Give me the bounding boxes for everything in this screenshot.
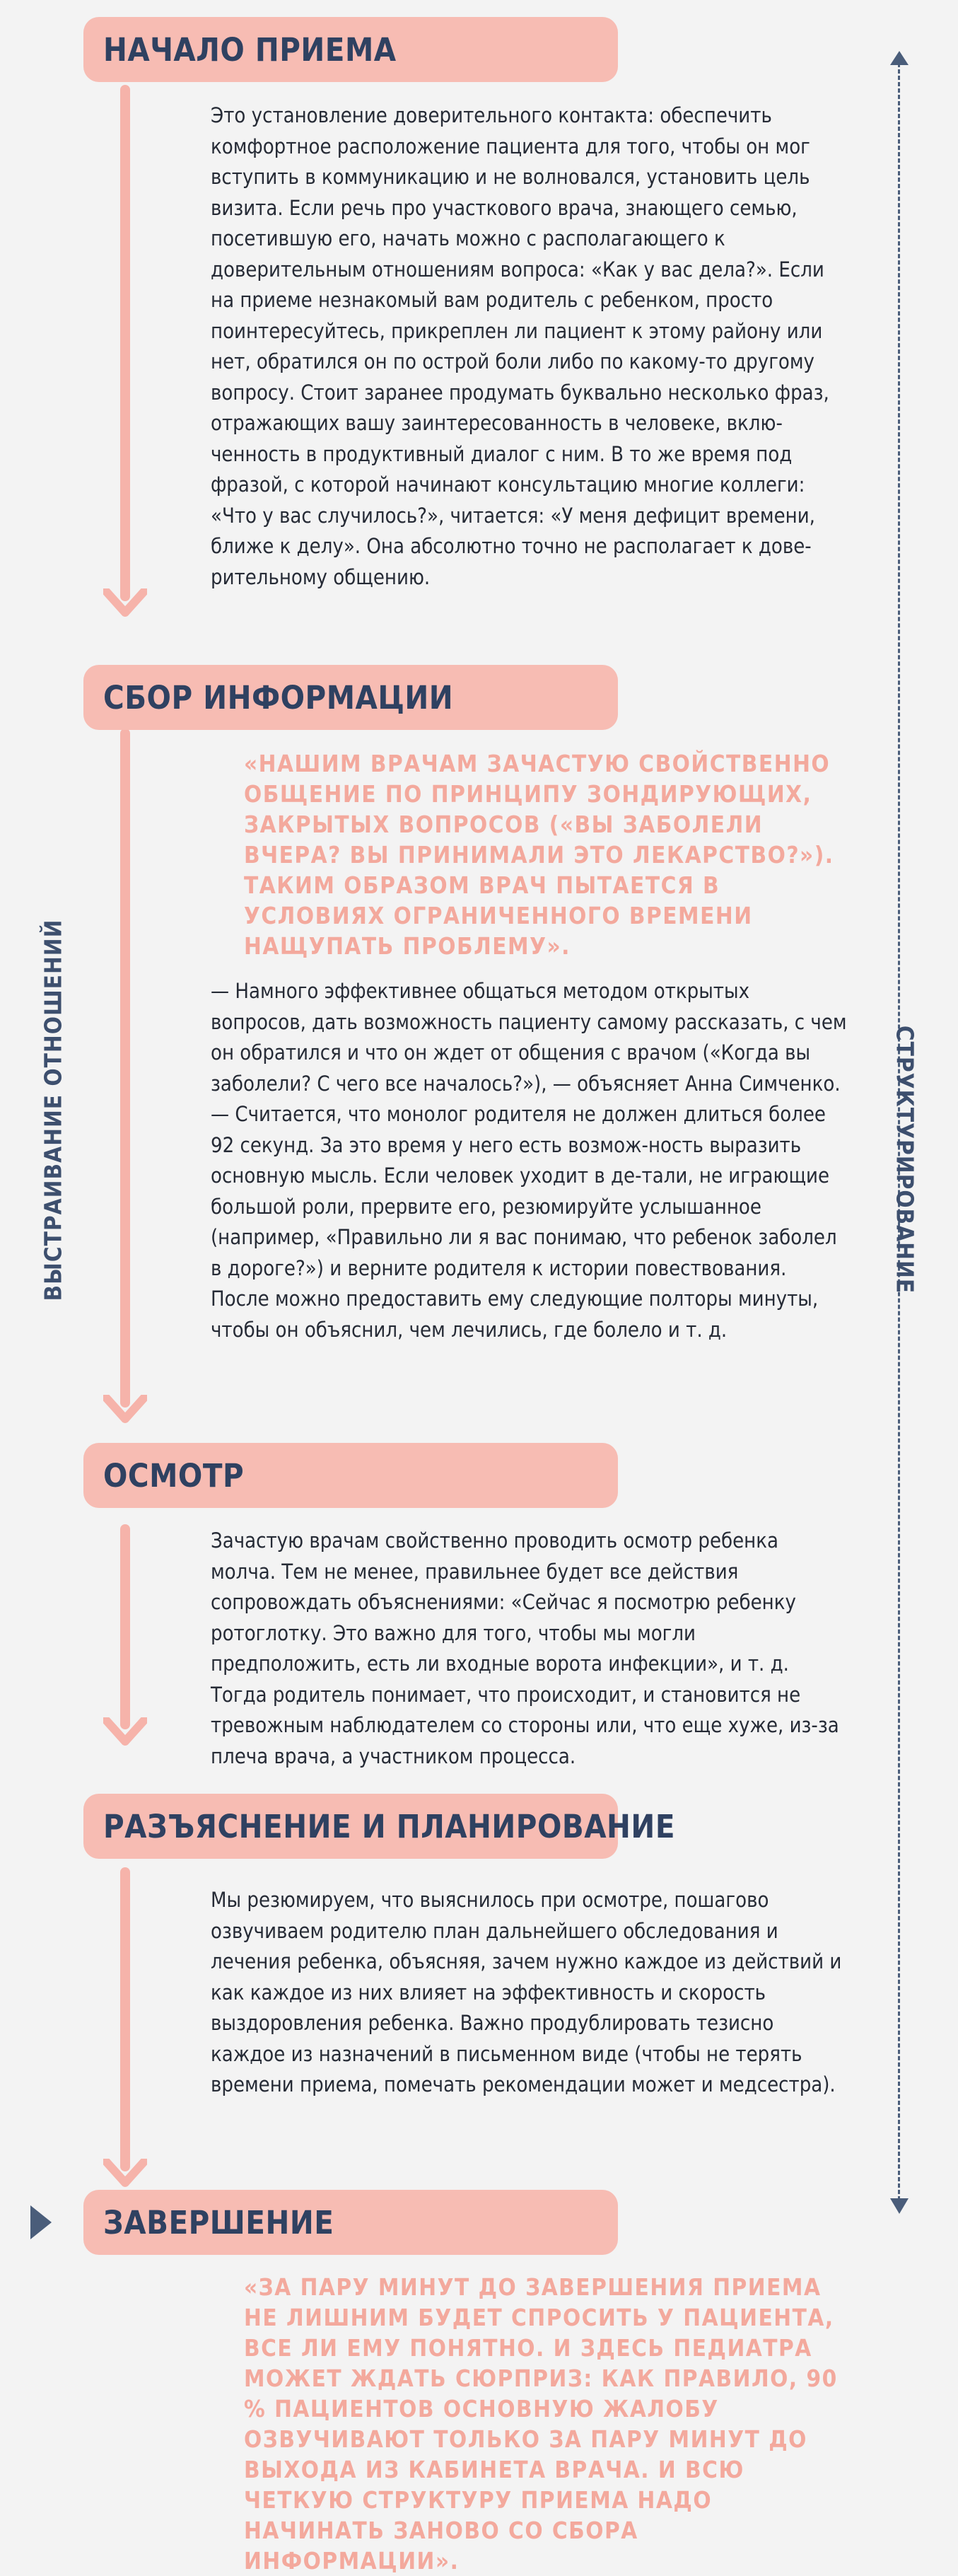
section-header-end bbox=[83, 2190, 618, 2255]
flow-arrow-down-icon bbox=[103, 2159, 147, 2187]
section-text-plan: Мы резюмируем, что выяснилось при осмотре, пошагово озвучиваем родителю план дальнейшего обследования и лечения ребенка, объясняя, зачем нужно каждое из действий и как каждое из них влияет на эффективность и скорость выздоровления ребенка. Важно продублировать тезисно каждое из назначений в письменном виде (чтобы не терять времени приема, помечать рекомендации может и медсестра). bbox=[211, 1888, 842, 2096]
pull-quote-info: «НАШИМ ВРАЧАМ ЗАЧАСТУЮ СВОЙСТВЕННО ОБЩЕНИЕ ПО ПРИНЦИПУ ЗОНДИРУЮЩИХ, ЗАКРЫТЫХ ВОПРОСОВ («ВЫ ЗАБОЛЕЛИ ВЧЕРА? ВЫ ПРИНИМАЛИ ЭТО ЛЕКАРСТВО?»). ТАКИМ ОБРАЗОМ ВРАЧ ПЫТАЕТСЯ В УСЛОВИЯХ ОГРАНИЧЕННОГО ВРЕМЕНИ НАЩУПАТЬ ПРОБЛЕМУ». bbox=[244, 750, 834, 960]
dashed-arrow-top-icon bbox=[890, 51, 909, 65]
dashed-arrow-down-icon bbox=[890, 2198, 909, 2214]
section-header-exam bbox=[83, 1443, 618, 1508]
section-header-start bbox=[83, 17, 618, 82]
section-title: СБОР ИНФОРМАЦИИ bbox=[103, 678, 454, 716]
flow-arrow-down-icon bbox=[103, 1717, 147, 1746]
section-text-info: — Намного эффективнее общаться методом открытых вопросов, дать возможность пациенту самому рассказать, с чем он обратился и что он ждет от общения с врачом («Когда вы заболели? С чего все началось?»), — объясняет Анна Симченко. — Считается, что монолог родителя не должен длиться более 92 секунд. За это время у него есть возмож-ность выразить основную мысль. Если человек уходит в де-тали, не играющие большой роли, прервите его, резюмируйте услышанное (например, «Правильно ли я вас понимаю, что ребенок заболел в дороге?») и верните родителя к истории повествования. После можно предоставить ему следующие полторы минуты, чтобы он объяснил, чем лечились, где болело и т. д. bbox=[211, 979, 847, 1342]
bullet-triangle-icon bbox=[30, 2205, 52, 2239]
side-label-relationship: ВЫСТРАИВАНИЕ ОТНОШЕНИЙ bbox=[39, 919, 67, 1301]
side-label-structuring: СТРУКТУРИРОВАНИЕ bbox=[891, 1025, 919, 1294]
section-title: РАЗЪЯСНЕНИЕ И ПЛАНИРОВАНИЕ bbox=[103, 1807, 675, 1845]
section-text-start: Это установление доверительного контакта: обеспечить комфортное расположение пациента для того, чтобы он мог вступить в коммуникацию и не волновался, установить цель визита. Если речь про участкового врача, знающего семью, посетившую его, начать можно с располагающего к доверительным отношениям вопроса: «Как у вас дела?». Если на приеме незнакомый вам родитель с ребенком, просто поинтересуйтесь, прикреплен ли пациент к этому району или нет, обратился он по острой боли либо по какому-то другому вопросу. Стоит заранее продумать буквально несколько фраз, отражающих вашу заинтересованность в человеке, вклю-ченность в продуктивный диалог с ним. В то же время под фразой, с которой начинают консультацию многие коллеги: «Что у вас случилось?», читается: «У меня дефицит времени, ближе к делу». Она абсолютно точно не располагает к дове-рительному общению. bbox=[211, 103, 829, 589]
flow-arrow-down-icon bbox=[103, 588, 147, 617]
pull-quote-end: «ЗА ПАРУ МИНУТ ДО ЗАВЕРШЕНИЯ ПРИЕМА НЕ ЛИШНИМ БУДЕТ СПРОСИТЬ У ПАЦИЕНТА, ВСЕ ЛИ ЕМУ ПОНЯТНО. И ЗДЕСЬ ПЕДИАТРА МОЖЕТ ЖДАТЬ СЮРПРИЗ: КАК ПРАВИЛО, 90 % ПАЦИЕНТОВ ОСНОВНУЮ ЖАЛОБУ ОЗВУЧИВАЮТ ТОЛЬКО ЗА ПАРУ МИНУТ ДО ВЫХОДА ИЗ КАБИНЕТА ВРАЧА. И ВСЮ ЧЕТКУЮ СТРУКТУРУ ПРИЕМА НАДО НАЧИНАТЬ ЗАНОВО СО СБОРА ИНФОРМАЦИИ». bbox=[244, 2273, 838, 2575]
section-title: НАЧАЛО ПРИЕМА bbox=[103, 30, 397, 69]
section-text-exam: Зачастую врачам свойственно проводить осмотр ребенка молча. Тем не менее, правильнее будет все действия сопровождать объяснениями: «Сейчас я посмотрю ребенку ротоглотку. Это важно для того, чтобы мы могли предположить, есть ли входные ворота инфекции», и т. д. Тогда родитель понимает, что происходит, и становится не тревожным наблюдателем со стороны или, что еще хуже, из-за плеча врача, а участником процесса. bbox=[211, 1528, 839, 1768]
section-header-plan bbox=[83, 1794, 675, 1859]
flow-arrow-shaft bbox=[120, 1524, 130, 1729]
flow-arrow-shaft bbox=[120, 729, 130, 1408]
section-title: ЗАВЕРШЕНИЕ bbox=[103, 2203, 334, 2241]
section-title: ОСМОТР bbox=[103, 1456, 245, 1495]
flow-arrow-shaft bbox=[120, 85, 130, 601]
flow-arrow-shaft bbox=[120, 1867, 130, 2171]
section-header-info bbox=[83, 665, 618, 730]
flow-arrow-down-icon bbox=[103, 1395, 147, 1423]
